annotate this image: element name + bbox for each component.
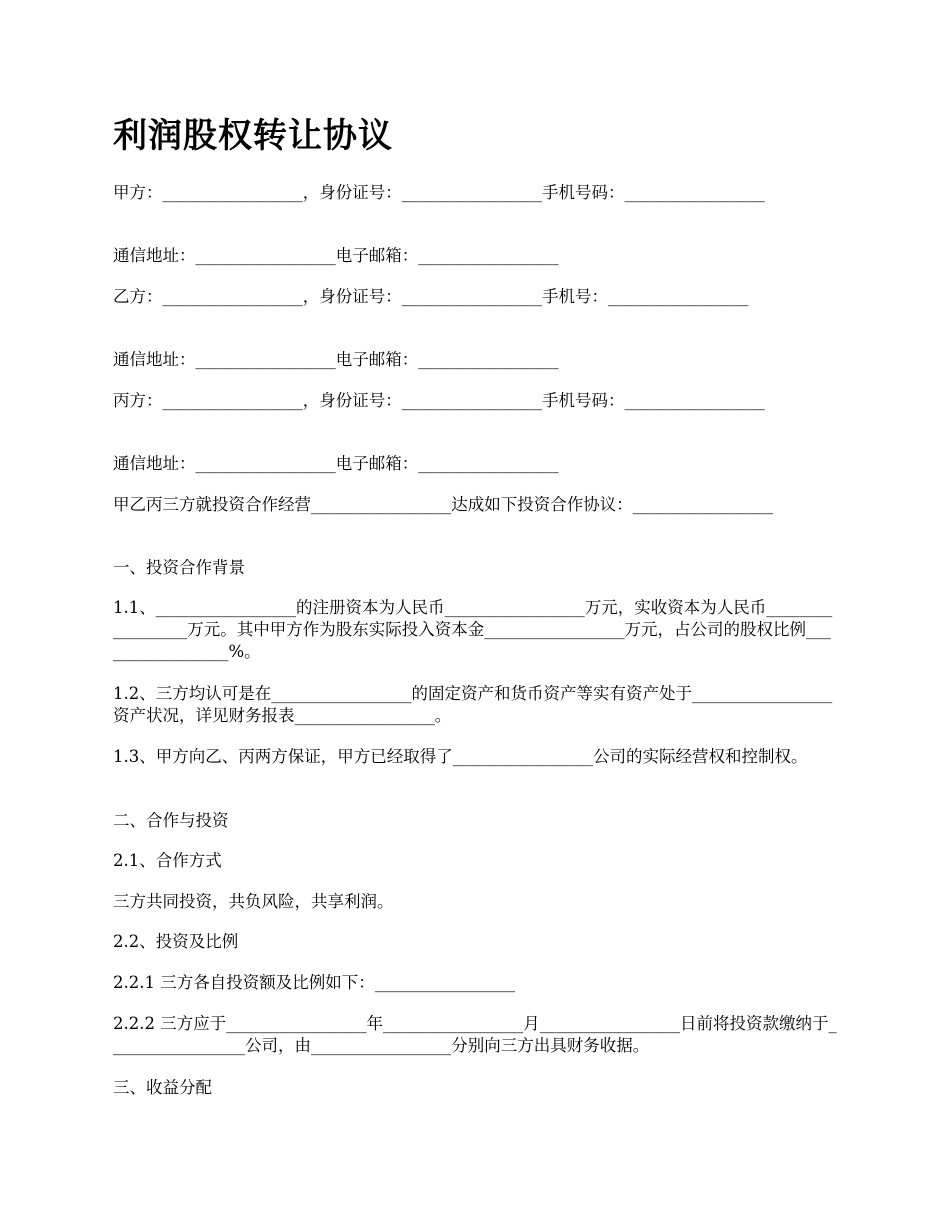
party-a-identity: 甲方：_________________，身份证号：_________________手机号码：_________________ <box>113 183 765 202</box>
party-b-contact: 通信地址：_________________电子邮箱：_________________ <box>113 350 559 369</box>
party-a-contact: 通信地址：_________________电子邮箱：_________________ <box>113 246 559 265</box>
section-heading-2: 二、合作与投资 <box>113 811 229 830</box>
clause-2-2-2: 2.2.2 三方应于_________________年_________________月_________________日前将投资款缴纳于_________________公司，由_________________分别向三方出具财务收据。 <box>113 1014 837 1055</box>
clause-1-2: 1.2、三方均认可是在_________________的固定资产和货币资产等实有资产处于_________________资产状况，详见财务报表_________________。 <box>113 684 833 725</box>
clause-1-3: 1.3、甲方向乙、丙两方保证，甲方已经取得了_________________公司的实际经营权和控制权。 <box>113 747 808 766</box>
section-heading-3: 三、收益分配 <box>113 1078 212 1097</box>
clause-2-2-heading: 2.2、投资及比例 <box>113 932 239 951</box>
clause-2-1-text: 三方共同投资，共负风险，共享利润。 <box>113 892 394 911</box>
agreement-intro: 甲乙丙三方就投资合作经营_________________达成如下投资合作协议：_________________ <box>113 495 773 514</box>
section-heading-1: 一、投资合作背景 <box>113 558 245 577</box>
clause-2-1-heading: 2.1、合作方式 <box>113 851 222 870</box>
party-c-identity: 丙方：_________________，身份证号：_________________手机号码：_________________ <box>113 391 765 410</box>
document-title: 利润股权转让协议 <box>113 116 393 156</box>
clause-2-2-1: 2.2.1 三方各自投资额及比例如下：_________________ <box>113 973 515 992</box>
party-b-identity: 乙方：_________________，身份证号：_________________手机号：_________________ <box>113 287 749 306</box>
clause-1-1: 1.1、_________________的注册资本为人民币_________________万元，实收资本为人民币_________________万元。其中甲方作为股东实际投入资本金_________________万元，占公司的股权比例_________________%。 <box>113 598 833 661</box>
party-c-contact: 通信地址：_________________电子邮箱：_________________ <box>113 454 559 473</box>
